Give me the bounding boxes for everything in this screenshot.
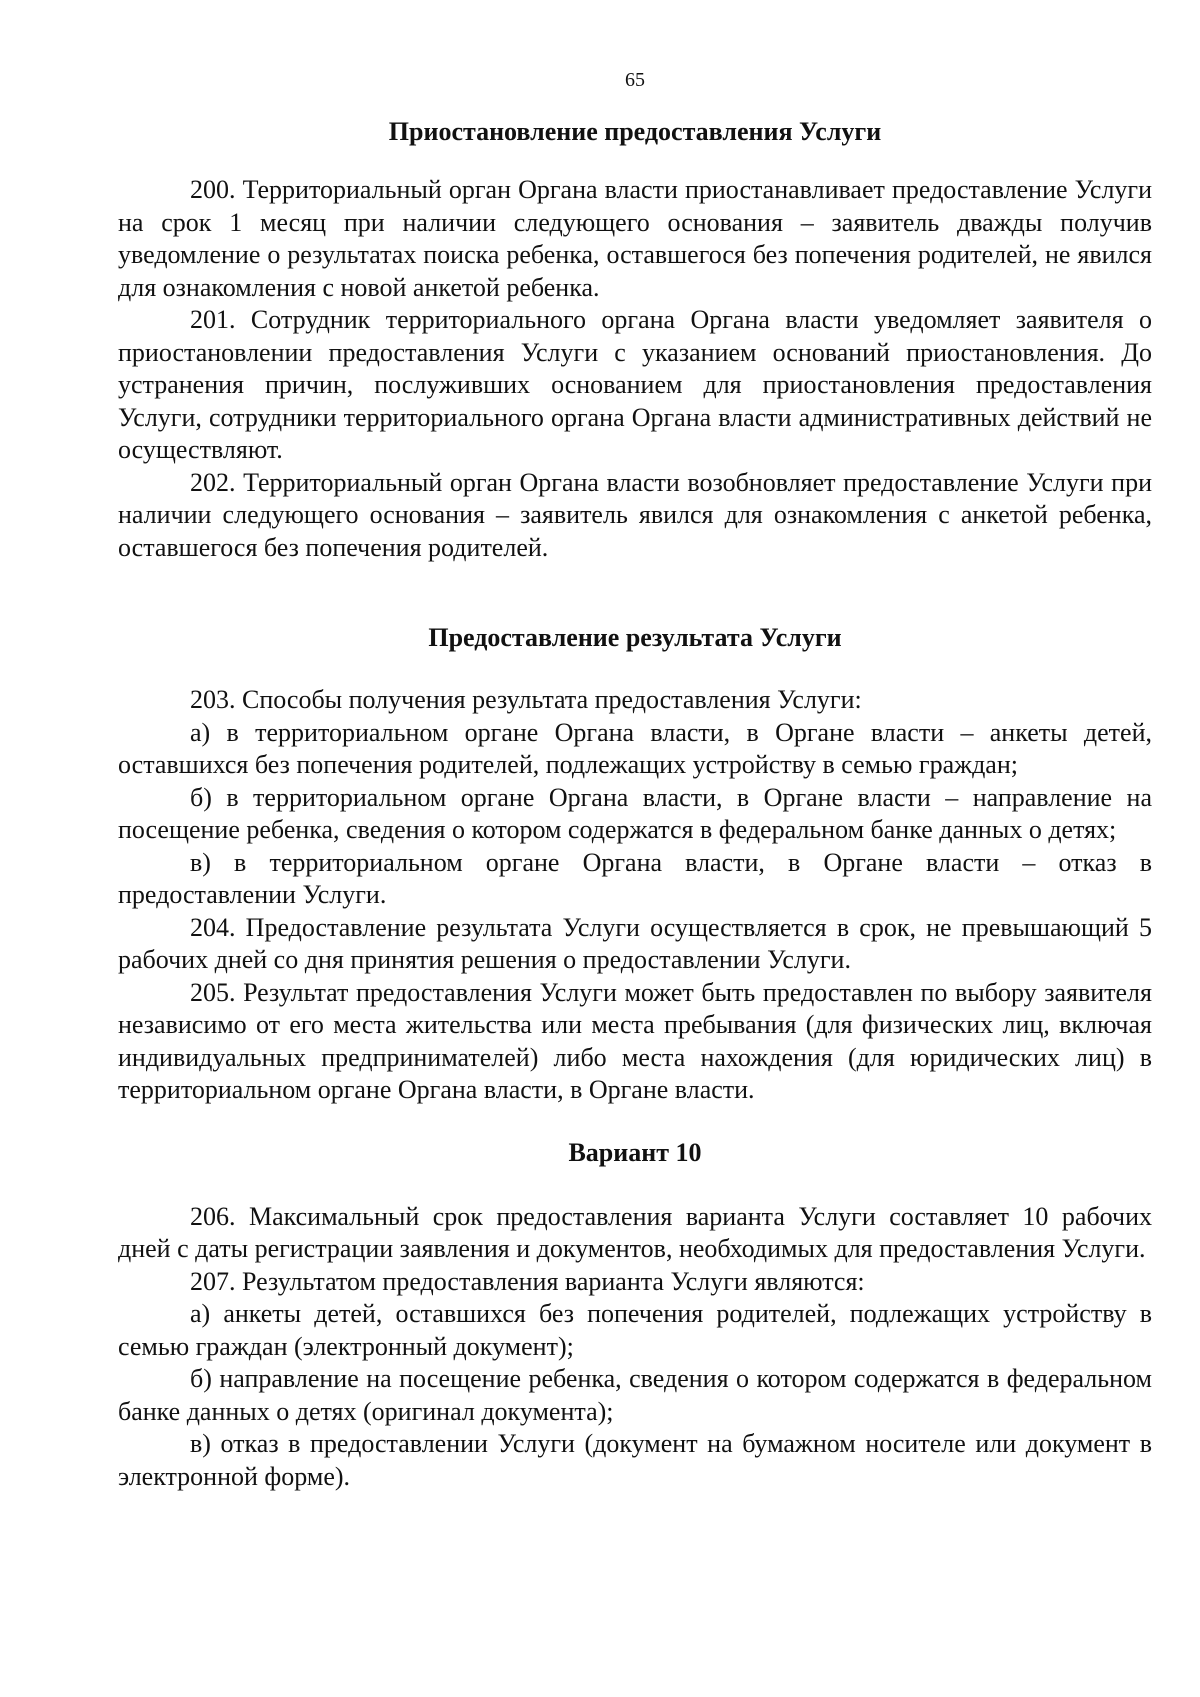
paragraph-205: 205. Результат предоставления Услуги может быть предоставлен по выбору заявителя независимо от его места жительства или места пребывания (для физических лиц, включая индивидуальных предпринимателей) либо места нахождения (для юридических лиц) в территориальном органе Органа власти, в Органе власти.: [118, 977, 1152, 1104]
section-heading-variant-10: Вариант 10: [568, 1137, 702, 1167]
paragraph-203-b: б) в территориальном органе Органа власти, в Органе власти – направление на посещение ребенка, сведения о котором содержатся в федеральном банке данных о детях;: [118, 782, 1152, 844]
paragraph-203-v: в) в территориальном органе Органа власти, в Органе власти – отказ в предоставлении Услуги.: [118, 847, 1152, 909]
paragraph-201: 201. Сотрудник территориального органа Органа власти уведомляет заявителя о приостановлении предоставления Услуги с указанием оснований приостановления. До устранения причин, послуживших основанием для приостановления предоставления Услуги, сотрудники территориального органа Органа власти административных действий не осуществляют.: [118, 305, 1152, 464]
paragraph-204: 204. Предоставление результата Услуги осуществляется в срок, не превышающий 5 рабочих дней со дня принятия решения о предоставлении Услуги.: [118, 912, 1152, 974]
paragraph-207-v: в) отказ в предоставлении Услуги (документ на бумажном носителе или документ в электронной форме).: [118, 1429, 1152, 1491]
paragraph-206: 206. Максимальный срок предоставления варианта Услуги составляет 10 рабочих дней с даты регистрации заявления и документов, необходимых для предоставления Услуги.: [118, 1201, 1152, 1263]
section-heading-result: Предоставление результата Услуги: [428, 623, 842, 652]
paragraph-207: 207. Результатом предоставления варианта Услуги являются:: [190, 1266, 865, 1296]
paragraph-207-b: б) направление на посещение ребенка, сведения о котором содержатся в федеральном банке данных о детях (оригинал документа);: [118, 1364, 1152, 1426]
paragraph-200: 200. Территориальный орган Органа власти приостанавливает предоставление Услуги на срок 1 месяц при наличии следующего основания – заявитель дважды получив уведомление о результатах поиска ребенка, оставшегося без попечения родителей, не явился для ознакомления с новой анкетой ребенка.: [118, 175, 1152, 302]
paragraph-202: 202. Территориальный орган Органа власти возобновляет предоставление Услуги при наличии следующего основания – заявитель явился для ознакомления с анкетой ребенка, оставшегося без попечения родителей.: [118, 467, 1152, 562]
paragraph-203-a: а) в территориальном органе Органа власти, в Органе власти – анкеты детей, оставшихся без попечения родителей, подлежащих устройству в семью граждан;: [118, 717, 1152, 779]
page-number: 65: [625, 69, 645, 91]
section-heading-suspension: Приостановление предоставления Услуги: [388, 117, 882, 146]
paragraph-203: 203. Способы получения результата предоставления Услуги:: [190, 685, 862, 714]
paragraph-207-a: а) анкеты детей, оставшихся без попечения родителей, подлежащих устройству в семью граждан (электронный документ);: [118, 1299, 1152, 1361]
